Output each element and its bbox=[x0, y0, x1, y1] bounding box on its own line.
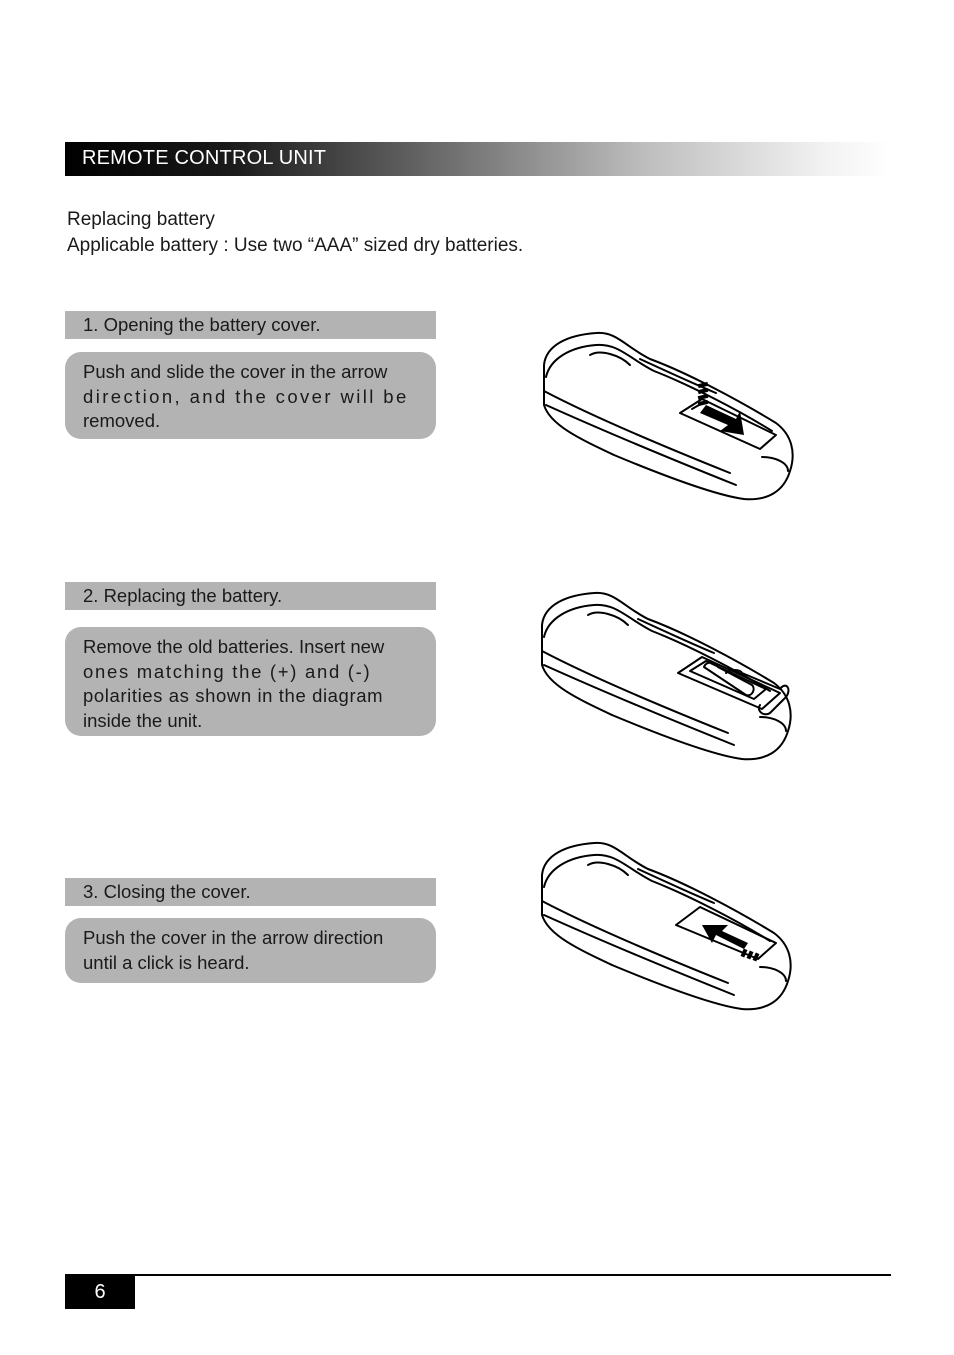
step-2-line: polarities as shown in the diagram bbox=[83, 685, 384, 706]
step-2-line: ones matching the (+) and (-) bbox=[83, 660, 372, 682]
section-header bbox=[65, 142, 891, 176]
section-title: REMOTE CONTROL UNIT bbox=[82, 147, 327, 169]
step-1-line: direction, and the cover will be bbox=[83, 385, 409, 407]
step-2-title-text: 2. Replacing the battery. bbox=[83, 585, 283, 606]
step-1-title bbox=[65, 311, 436, 339]
step-2-line: Remove the old batteries. Insert new bbox=[83, 636, 385, 657]
page-number: 6 bbox=[65, 1276, 135, 1309]
step-2-title bbox=[65, 582, 436, 610]
step-3-title bbox=[65, 878, 436, 906]
step-1-line: removed. bbox=[83, 410, 161, 431]
step-2-description bbox=[65, 627, 436, 736]
step-3-line: until a click is heard. bbox=[83, 951, 250, 973]
intro-heading: Replacing battery bbox=[67, 209, 215, 230]
step-3-description bbox=[65, 918, 436, 983]
step-3-line: Push the cover in the arrow direction bbox=[83, 927, 384, 948]
remote-cover-closing-icon bbox=[530, 835, 810, 1020]
step-3-title-text: 3. Closing the cover. bbox=[83, 881, 251, 902]
step-1-description bbox=[65, 352, 436, 439]
step-1-line: Push and slide the cover in the arrow bbox=[83, 361, 388, 382]
step-2-line: inside the unit. bbox=[83, 709, 203, 731]
remote-cover-opening-icon bbox=[530, 325, 810, 510]
intro-text bbox=[67, 207, 523, 259]
step-1-title-text: 1. Opening the battery cover. bbox=[83, 314, 321, 335]
footer-rule bbox=[65, 1274, 891, 1276]
intro-battery-spec: Applicable battery : Use two “AAA” sized dry batteries. bbox=[67, 235, 524, 256]
remote-battery-insert-icon bbox=[530, 585, 810, 770]
